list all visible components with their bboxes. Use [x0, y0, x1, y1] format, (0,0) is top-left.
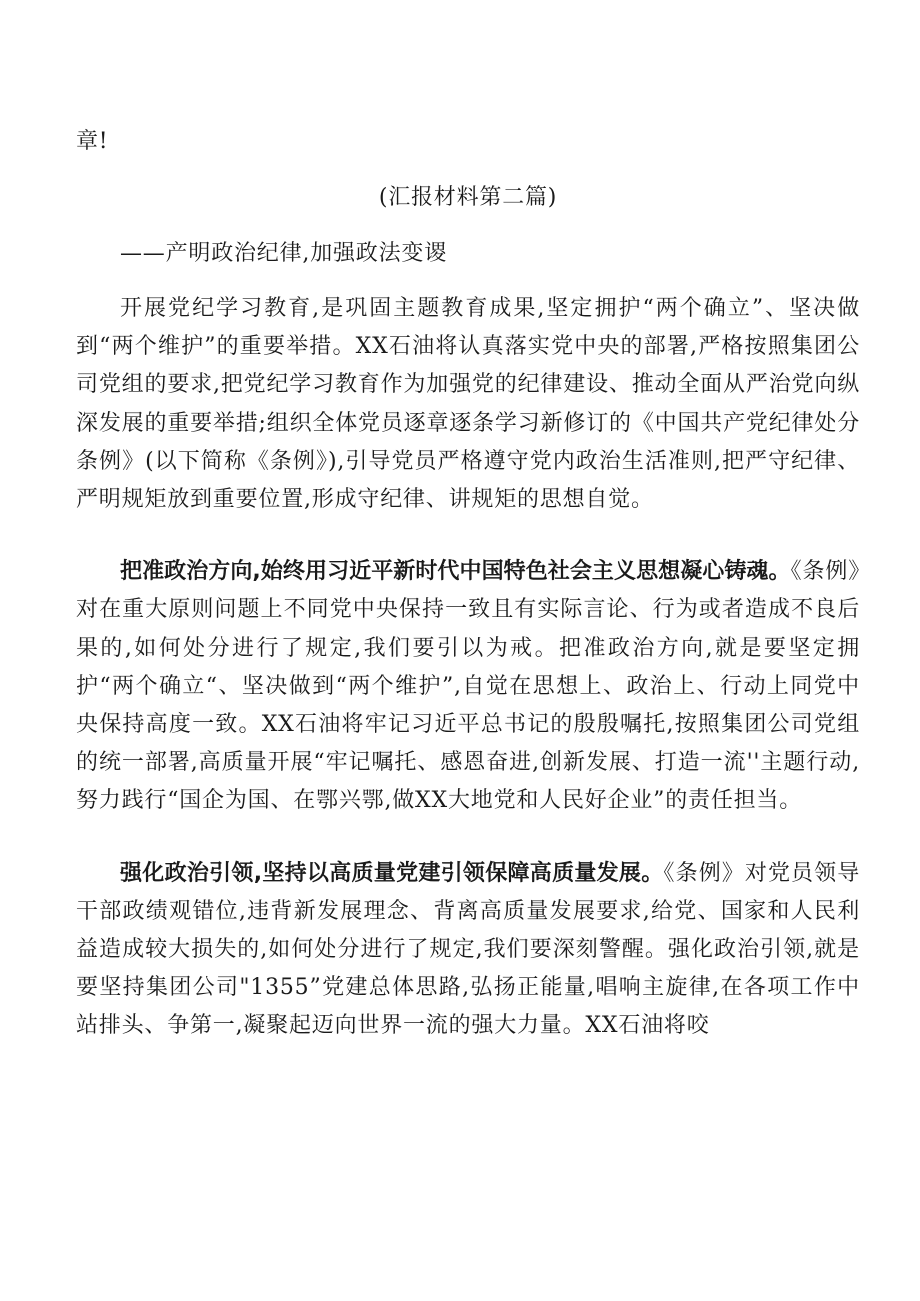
- intro-paragraph: 开展党纪学习教育,是巩固主题教育成果,坚定拥护“两个确立”、坚决做到“两个维护”的重要举措。XX石油将认真落实党中央的部署,严格按照集团公司党组的要求,把党纪学习教育作为加强党的纪律建设、推动全面从严治党向纵深发展的重要举措;组织全体党员逐章逐条学习新修订的《中国共产党纪律处分条例》(以下简称《条例》),引导党员严格遵守党内政治生活准则,把严守纪律、严明规矩放到重要位置,形成守纪律、讲规矩的思想自觉。: [76, 296, 860, 513]
- document-body: [76, 122, 860, 1046]
- spacer: [76, 274, 860, 290]
- section-title: (汇报材料第二篇): [378, 185, 558, 210]
- document-subtitle: ——产明政治纪律,加强政法变谡: [120, 241, 447, 266]
- spacer: [76, 821, 860, 855]
- spacer: [76, 218, 860, 234]
- section2-heading: 强化政治引领,坚持以高质量党建引领保障高质量发展。: [120, 860, 664, 886]
- section1-body: 《条例》对在重大原则问题上不同党中央保持一致且有实际言论、行为或者造成不良后果的,如何处分进行了规定,我们要引以为戒。把准政治方向,就是要坚定拥护“两个确立“、坚决做到“两个维护”,自觉在思想上、政治上、行动上同党中央保持高度一致。XX石油将牢记习近平总书记的殷殷嘱托,按照集团公司党组的统一部署,高质量开展“牢记嘱托、感恩奋进,创新发展、打造一流''主题行动,努力践行“国企为国、在鄂兴鄂,做XX大地党和人民好企业”的责任担当。: [76, 559, 860, 814]
- opening-fragment: 章!: [76, 129, 109, 154]
- spacer: [76, 519, 860, 553]
- section1-paragraph: [76, 553, 860, 820]
- spacer: [76, 162, 860, 178]
- section1-heading: 把准政治方向,始终用习近平新时代中国特色社会主义思想凝心铸魂。: [120, 559, 791, 585]
- section2-body: 《条例》对党员领导干部政绩观错位,违背新发展理念、背离高质量发展要求,给党、国家和人民利益造成较大损失的,如何处分进行了规定,我们要深刻警醒。强化政治引领,就是要坚持集团公司"1355”党建总体思路,弘扬正能量,唱响主旋律,在各项工作中站排头、争第一,凝聚起迈向世界一流的强大力量。XX石油将咬: [76, 860, 861, 1039]
- section2-paragraph: [76, 855, 860, 1046]
